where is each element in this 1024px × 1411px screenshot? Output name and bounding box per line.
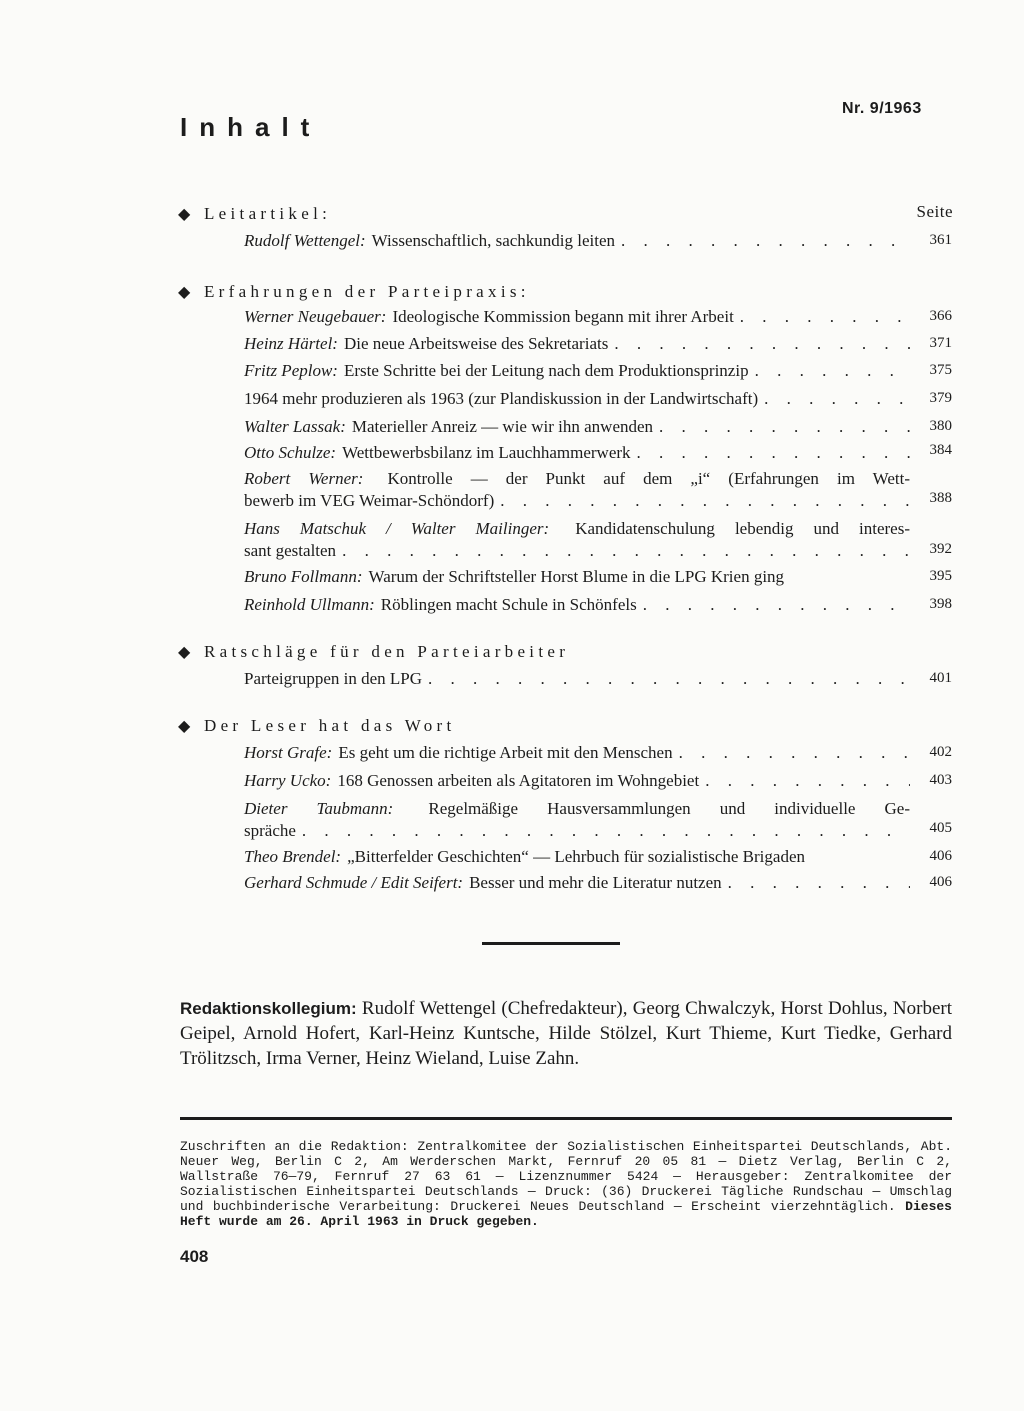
toc-entry[interactable]: Horst Grafe: Es geht um die richtige Arbeit mit den Menschen . . . <box>244 742 910 764</box>
toc-page-number: 388 <box>929 490 952 506</box>
toc-page-number: 366 <box>929 308 952 324</box>
toc-entry[interactable]: Robert Werner: Kontrolle — der Punkt auf dem „i“ (Erfahrungen im Wett- bewerb im VEG Weimar-Schöndorf) . . . <box>244 468 910 512</box>
imprint <box>180 1139 952 1229</box>
toc-entry[interactable]: Gerhard Schmude / Edit Seifert: Besser und mehr die Literatur nutzen . . . <box>244 872 910 894</box>
toc-page-number: 405 <box>929 820 952 836</box>
print-date-note: Dieses Heft wurde am 26. April 1963 in Druck gegeben. <box>180 1199 952 1229</box>
toc-entry[interactable]: Werner Neugebauer: Ideologische Kommission begann mit ihrer Arbeit . . . <box>244 306 910 328</box>
toc-page-number: 375 <box>929 362 952 378</box>
toc-entry[interactable]: Theo Brendel: „Bitterfelder Geschichten“ — Lehrbuch für sozialistische Brigaden <box>244 847 805 866</box>
issue-number: Nr. 9/1963 <box>842 100 922 117</box>
toc-entry[interactable]: Rudolf Wettengel: Wissenschaftlich, sachkundig leiten . . . <box>244 230 910 252</box>
toc-page-number: 395 <box>929 568 952 584</box>
toc-entry[interactable]: Fritz Peplow: Erste Schritte bei der Leitung nach dem Produktionsprinzip . . . <box>244 360 910 382</box>
toc-entry[interactable]: Parteigruppen in den LPG . . . <box>244 668 910 690</box>
toc-entry[interactable]: Harry Ucko: 168 Genossen arbeiten als Agitatoren im Wohngebiet . . . <box>244 770 910 792</box>
divider <box>180 1117 952 1120</box>
toc-page-number: 403 <box>929 772 952 788</box>
toc-entry[interactable]: Reinhold Ullmann: Röblingen macht Schule in Schönfels . . . <box>244 594 910 616</box>
toc-entry[interactable]: Hans Matschuk / Walter Mailinger: Kandidatenschulung lebendig und interes- sant gestalten . . . <box>244 518 910 562</box>
editorial-board-label: Redaktionskollegium: <box>180 999 357 1018</box>
toc-entry[interactable]: Bruno Follmann: Warum der Schriftsteller Horst Blume in die LPG Krien ging <box>244 567 785 586</box>
toc-page-number: 406 <box>929 848 952 864</box>
section-heading: ◆ Erfahrungen der Parteipraxis: <box>178 282 530 301</box>
toc-page-number: 361 <box>929 232 952 248</box>
toc-page-number: 392 <box>929 541 952 557</box>
toc-page-number: 402 <box>929 744 952 760</box>
diamond-icon: ◆ <box>178 718 191 735</box>
diamond-icon: ◆ <box>178 644 191 661</box>
toc-page-number: 406 <box>929 874 952 890</box>
page-title: Inhalt <box>180 112 322 142</box>
page-column-label: Seite <box>916 202 953 221</box>
toc-entry[interactable]: Dieter Taubmann: Regelmäßige Hausversammlungen und individuelle Ge- spräche . . . <box>244 798 910 842</box>
section-heading: ◆ Leitartikel: <box>178 204 332 223</box>
toc-page-number: 379 <box>929 390 952 406</box>
divider <box>482 942 620 945</box>
imprint-text: Zuschriften an die Redaktion: Zentralkomitee der Sozialistischen Einheitspartei Deutschlands, Abt. Neuer Weg, Berlin C 2, Am Werderschen Markt, Fernruf 20 05 81 — Dietz Verlag, Berlin C 2, Wallstraße 76—79, Fernruf 27 63 61 — Lizenznummer 5424 — Herausgeber: Zentralkomitee der Sozialistischen Einheitspartei Deutschlands — Druck: (36) Druckerei Tägliche Rundschau — Umschlag und buchbinderische Verarbeitung: Druckerei Neues Deutschland — Erscheint vierzehntäglich. <box>180 1139 952 1214</box>
toc-page-number: 398 <box>929 596 952 612</box>
toc-page-number: 371 <box>929 335 952 351</box>
diamond-icon: ◆ <box>178 284 191 301</box>
editorial-board <box>180 996 952 1071</box>
toc-entry[interactable]: Walter Lassak: Materieller Anreiz — wie wir ihn anwenden . . . <box>244 416 910 438</box>
toc-page-number: 384 <box>929 442 952 458</box>
toc-entry[interactable]: Heinz Härtel: Die neue Arbeitsweise des Sekretariats . . . <box>244 333 910 355</box>
editorial-board-members: Rudolf Wettengel (Chefredakteur), Georg Chwalczyk, Horst Dohlus, Norbert Geipel, Arnold Hofert, Karl-Heinz Kuntsche, Hilde Stölzel, Kurt Thieme, Kurt Tiedke, Gerhard Trölitzsch, Irma Verner, Heinz Wieland, Luise Zahn. <box>180 998 952 1069</box>
toc-page-number: 401 <box>929 670 952 686</box>
page-number: 408 <box>180 1247 209 1266</box>
toc-page-number: 380 <box>929 418 952 434</box>
toc-entry[interactable]: 1964 mehr produzieren als 1963 (zur Plandiskussion in der Landwirtschaft) . . . <box>244 388 910 410</box>
diamond-icon: ◆ <box>178 206 191 223</box>
toc-entry[interactable]: Otto Schulze: Wettbewerbsbilanz im Lauchhammerwerk . . . <box>244 442 910 464</box>
section-heading: ◆ Ratschläge für den Parteiarbeiter <box>178 642 570 661</box>
section-heading: ◆ Der Leser hat das Wort <box>178 716 456 735</box>
